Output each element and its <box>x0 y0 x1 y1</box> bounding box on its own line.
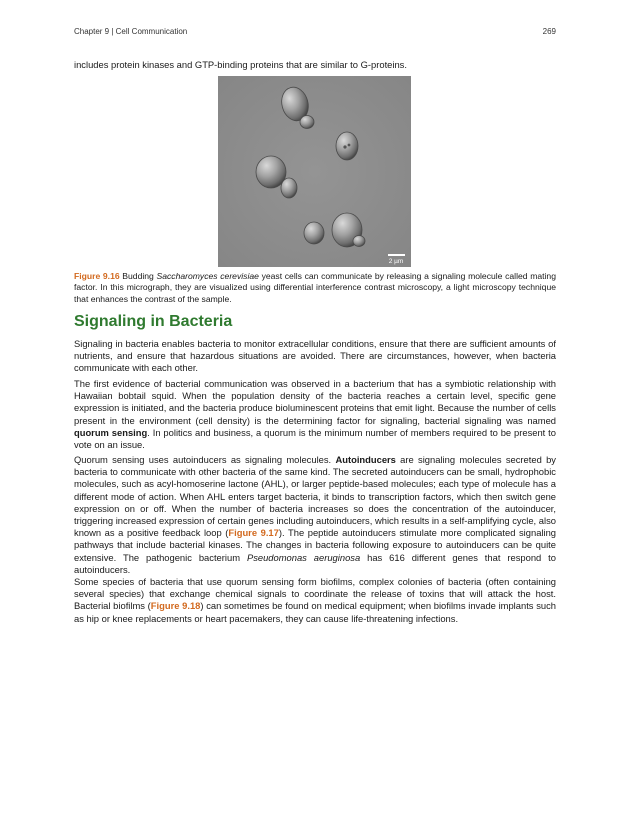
paragraph-2: The first evidence of bacterial communication was observed in a bacterium that has a symbiotic relationship with Hawaiian bobtail squid. When the population density of the bacteria reaches a certain level, specific gene expression is initiated, and the bacteria produce bioluminescent proteins that emit light. Because the number of cells present in the environment (cell density) is the determining factor for signaling, bacterial signaling was named quorum sensing. In politics and business, a quorum is the minimum number of members required to be present to vote on an issue. <box>74 378 557 451</box>
scale-bar-label: 2 µm <box>388 258 404 265</box>
page-header <box>74 27 556 36</box>
section-title: Signaling in Bacteria <box>74 313 233 330</box>
figure-9-18-link[interactable]: Figure 9.18 <box>150 600 201 612</box>
chapter-title: Chapter 9 | Cell Communication <box>74 27 188 36</box>
figure-label: Figure 9.16 <box>74 271 120 281</box>
species-name: Saccharomyces cerevisiae <box>156 271 259 281</box>
paragraph-3: Quorum sensing uses autoinducers as signaling molecules. Autoinducers are signaling molecules secreted by bacteria to communicate with other bacteria of the same kind. The secreted autoinducers can be small, hydrophobic molecules, such as acyl-homoserine lactone (AHL), or larger peptide-based molecules; each type of molecule has a different mode of action. When AHL enters target bacteria, it binds to transcription factors, which then switch gene expression on or off. When the number of bacteria increases so does the concentration of the autoinducer, triggering increased expression of certain genes including autoinducers, which results in a self-amplifying cycle, also known as a positive feedback loop (Figure 9.17). The peptide autoinducers stimulate more complicated signaling pathways that include bacterial kinases. The changes in bacteria following exposure to autoinducers can be quite extensive. The pathogenic bacterium Pseudomonas aeruginosa has 616 different genes that respond to autoinducers. <box>74 454 556 575</box>
term-autoinducers: Autoinducers <box>335 454 396 465</box>
figure-caption: Figure 9.16 Budding Saccharomyces cerevisiae yeast cells can communicate by releasing a signaling molecule called mating factor. In this micrograph, they are visualized using differential interference contrast microscopy, a light microscopy technique that enhances the contrast of the sample. <box>74 271 556 304</box>
species-pseudomonas: Pseudomonas aeruginosa <box>246 551 361 563</box>
page-number: 269 <box>542 27 556 36</box>
yeast-micrograph <box>218 76 411 267</box>
intro-line: includes protein kinases and GTP-binding proteins that are similar to G-proteins. <box>74 59 407 70</box>
scale-bar <box>388 254 405 256</box>
figure-9-17-link[interactable]: Figure 9.17 <box>228 527 279 539</box>
paragraph-1: Signaling in bacteria enables bacteria to monitor extracellular conditions, ensure that there are sufficient amounts of nutrients, and ensure that hazardous situations are avoided. There are circumstances, however, when bacteria communicate with each other. <box>74 338 556 374</box>
micrograph-image <box>218 76 411 267</box>
term-quorum-sensing: quorum sensing <box>74 426 148 438</box>
paragraph-4: Some species of bacteria that use quorum sensing form biofilms, complex colonies of bacteria (often containing several species) that exchange chemical signals to coordinate the release of toxins that will attack the host. Bacterial biofilms (Figure 9.18) can sometimes be found on medical equipment; when biofilms invade implants such as hip or knee replacements or heart pacemakers, they can cause life-threatening infections. <box>74 576 556 624</box>
